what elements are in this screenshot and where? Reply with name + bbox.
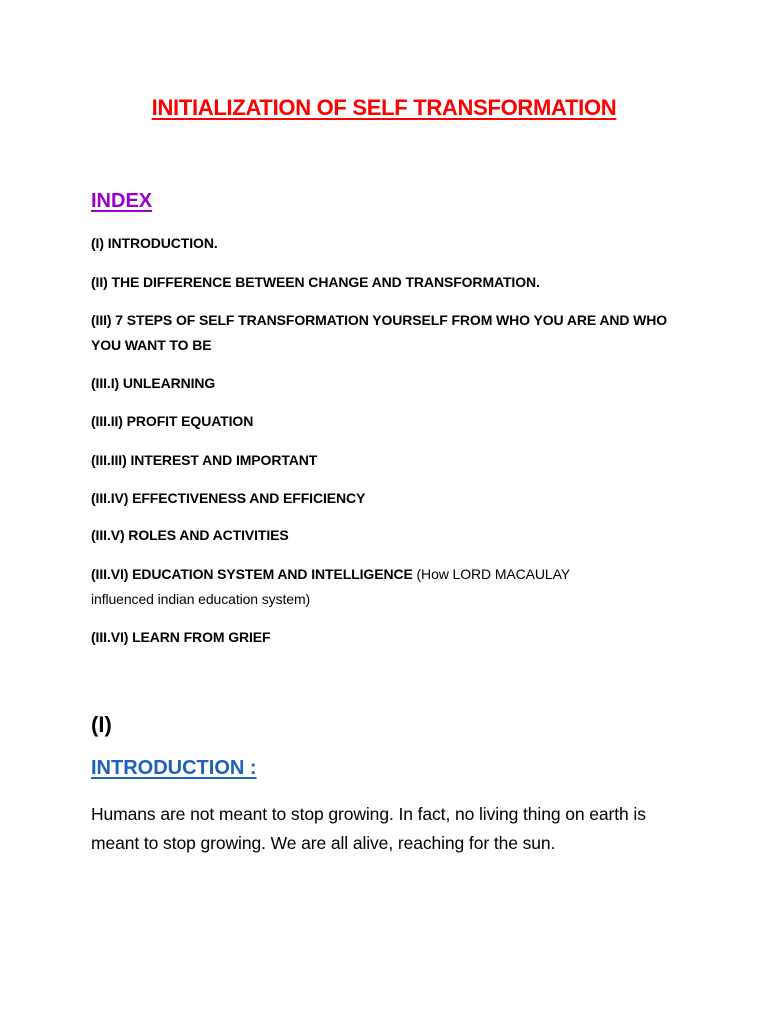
section-number: (I)	[91, 712, 112, 737]
index-item-label: (III.VI) EDUCATION SYSTEM AND INTELLIGENCE	[91, 566, 413, 582]
index-item-label: (III.II) PROFIT EQUATION	[91, 413, 254, 429]
index-item-label: (III.VI) LEARN FROM GRIEF	[91, 629, 271, 645]
index-item-interest	[91, 448, 691, 473]
index-item-roles	[91, 523, 691, 548]
index-item-label: (III.V) ROLES AND ACTIVITIES	[91, 527, 289, 543]
index-item-unlearning	[91, 371, 691, 396]
index-item-seven-steps	[91, 308, 681, 358]
index-item-effectiveness	[91, 486, 691, 511]
index-item-label: (III.IV) EFFECTIVENESS AND EFFICIENCY	[91, 490, 366, 506]
introduction-heading: INTRODUCTION :	[91, 757, 257, 779]
index-item-label: (III.I) UNLEARNING	[91, 375, 216, 391]
index-item-label: (III.III) INTEREST AND IMPORTANT	[91, 452, 318, 468]
index-item-difference	[91, 270, 691, 295]
index-item-label: (II) THE DIFFERENCE BETWEEN CHANGE AND TRANSFORMATION.	[91, 274, 540, 290]
index-item-note: (How LORD MACAULAY influenced indian education system)	[91, 566, 570, 607]
index-item-grief	[91, 625, 691, 650]
index-item-education-system	[91, 562, 621, 612]
index-item-label: (III) 7 STEPS OF SELF TRANSFORMATION YOURSELF FROM WHO YOU ARE AND WHO YOU WANT TO BE	[91, 312, 668, 353]
document-title: INITIALIZATION OF SELF TRANSFORMATION	[151, 95, 617, 120]
index-item-profit-equation	[91, 409, 691, 434]
introduction-paragraph: Humans are not meant to stop growing. In fact, no living thing on earth is meant to stop growing. We are all alive, reaching for the sun.	[91, 804, 646, 853]
index-item-label: (I) INTRODUCTION.	[91, 235, 218, 251]
index-heading: INDEX	[91, 190, 153, 212]
index-item-introduction	[91, 231, 691, 256]
